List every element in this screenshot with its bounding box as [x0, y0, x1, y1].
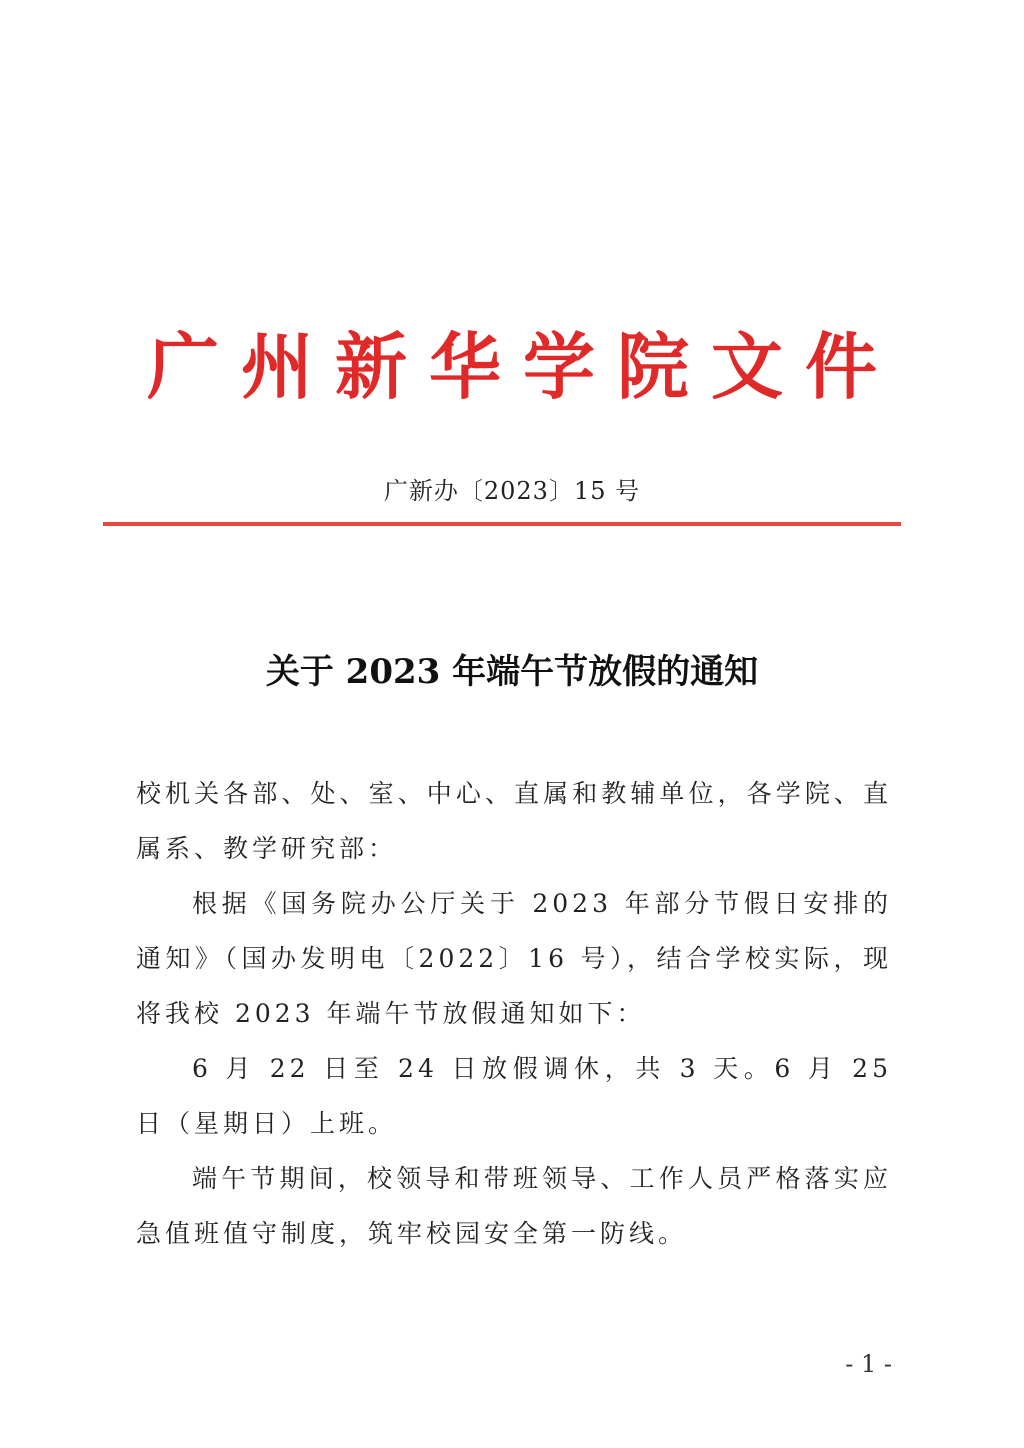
- notice-title: 关于 2023 年端午节放假的通知: [265, 652, 759, 692]
- paragraph: 端午节期间，校领导和带班领导、工作人员严格落实应急值班值守制度，筑牢校园安全第一防线。: [136, 1164, 892, 1248]
- paragraph: 根据《国务院办公厅关于 2023 年部分节假日安排的通知》（国办发明电〔2022〕16 号），结合学校实际，现将我校 2023 年端午节放假通知如下：: [136, 889, 892, 1028]
- document-number: 广新办〔2023〕15 号: [383, 477, 641, 505]
- paragraph: 6 月 22 日至 24 日放假调休，共 3 天。6 月 25 日（星期日）上班。: [136, 1054, 892, 1138]
- page-number: - 1 -: [845, 1350, 892, 1378]
- notice-body: [136, 766, 892, 1261]
- document-header-title: 广州新华学院文件: [146, 325, 899, 409]
- salutation: 校机关各部、处、室、中心、直属和教辅单位，各学院、直属系、教学研究部：: [136, 779, 892, 863]
- red-divider: [103, 522, 901, 526]
